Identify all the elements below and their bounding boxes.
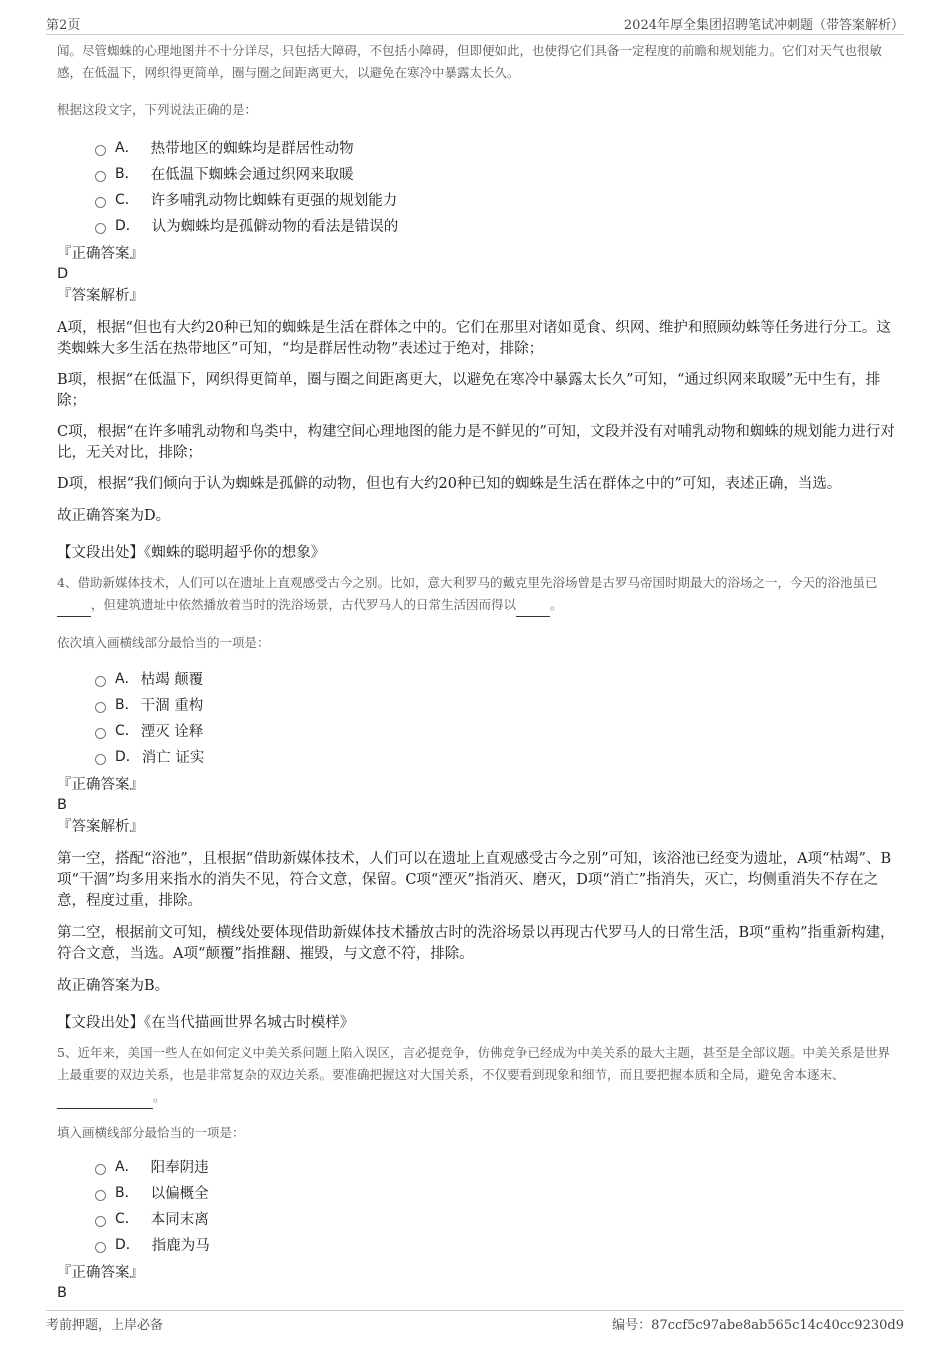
radio-icon[interactable] [95, 676, 106, 687]
radio-icon[interactable] [95, 1190, 106, 1201]
q4-passage: 4、借助新媒体技术，人们可以在遗址上直观感受古今之别。比如，意大利罗马的戴克里先浴场曾是古罗马帝国时期最大的浴场之一，今天的浴池虽已 ，但建筑遗址中依然播放着当时的洗浴场景，古代罗马人的日常生活因而得以 。 [57, 572, 897, 617]
q4-options [95, 665, 897, 769]
document-serial: 编号：87ccf5c97abe8ab565c14c40cc9230d9 [612, 1318, 904, 1333]
radio-icon[interactable] [95, 1164, 106, 1175]
q4-conclusion: 故正确答案为B。 [57, 978, 170, 994]
q4-option-d[interactable]: D． 消亡 证实 [95, 743, 897, 769]
q3-analysis-a: A项，根据“但也有大约20种已知的蜘蛛是生活在群体之中的。它们在那里对诸如觅食、织网、维护和照顾幼蛛等任务进行分工。这类蜘蛛大多生活在热带地区”可知，“均是群居性动物”表述过于绝对，排除； [57, 320, 891, 357]
q3-analysis-c: C项，根据“在许多哺乳动物和鸟类中，构建空间心理地图的能力是不鲜见的”可知，文段并没有对哺乳动物和蜘蛛的规划能力进行对比，无关对比，排除； [57, 424, 895, 461]
q5-prompt: 填入画横线部分最恰当的一项是： [57, 1125, 245, 1140]
q4-source: 【文段出处】《在当代描画世界名城古时模样》 [57, 1015, 355, 1031]
radio-icon[interactable] [95, 1216, 106, 1227]
q4-option-b[interactable]: B． 干涸 重构 [95, 691, 897, 717]
q3-answer-label: 『正确答案』 [57, 246, 144, 262]
radio-icon[interactable] [95, 1242, 106, 1253]
q5-answer: B [57, 1285, 67, 1301]
q3-analysis-label: 『答案解析』 [57, 288, 144, 304]
q5-option-b[interactable]: B． 以偏概全 [95, 1179, 897, 1205]
q4-blank-2[interactable] [516, 594, 550, 617]
q3-conclusion: 故正确答案为D。 [57, 508, 171, 524]
q4-analysis-2: 第二空，根据前文可知，横线处要体现借助新媒体技术播放古时的洗浴场景以再现古代罗马人的日常生活，B项“重构”指重新构建，符合文意，当选。A项“颠覆”指推翻、摧毁，与文意不符，排除。 [57, 925, 895, 962]
q4-option-a[interactable]: A． 枯竭 颠覆 [95, 665, 897, 691]
q5-option-a[interactable]: A． 阳奉阴违 [95, 1153, 897, 1179]
q4-analysis-label: 『答案解析』 [57, 819, 144, 835]
page-number: 第2页 [46, 18, 81, 33]
radio-icon[interactable] [95, 702, 106, 713]
q3-analysis-b: B项，根据“在低温下，网织得更简单，圈与圈之间距离更大，以避免在寒冷中暴露太长久”可知，“通过织网来取暖”无中生有，排除； [57, 372, 881, 409]
q3-option-a[interactable]: A． 热带地区的蜘蛛均是群居性动物 [95, 134, 897, 160]
q3-analysis-d: D项，根据“我们倾向于认为蜘蛛是孤僻的动物，但也有大约20种已知的蜘蛛是生活在群体之中的”可知，表述正确，当选。 [57, 476, 842, 492]
radio-icon[interactable] [95, 754, 106, 765]
footer-slogan: 考前押题，上岸必备 [46, 1318, 164, 1333]
q5-option-d[interactable]: D． 指鹿为马 [95, 1231, 897, 1257]
radio-icon[interactable] [95, 728, 106, 739]
q3-options [95, 134, 897, 238]
q3-option-d[interactable]: D． 认为蜘蛛均是孤僻动物的看法是错误的 [95, 212, 897, 238]
q5-options [95, 1153, 897, 1257]
q4-answer: B [57, 797, 67, 813]
footer-divider [46, 1310, 904, 1311]
page-content [57, 40, 897, 1303]
document-title: 2024年厚全集团招聘笔试冲刺题（带答案解析） [623, 18, 904, 33]
q4-blank-1[interactable] [57, 594, 91, 617]
q3-option-b[interactable]: B． 在低温下蜘蛛会通过织网来取暖 [95, 160, 897, 186]
q5-answer-label: 『正确答案』 [57, 1265, 144, 1281]
radio-icon[interactable] [95, 171, 106, 182]
q4-prompt: 依次填入画横线部分最恰当的一项是： [57, 635, 270, 650]
q4-analysis-1: 第一空，搭配“浴池”，且根据“借助新媒体技术，人们可以在遗址上直观感受古今之别”可知，该浴池已经变为遗址，A项“枯竭”、B项“干涸”均多用来指水的消失不见，符合文意，保留。C项“湮灭”指消灭、磨灭，D项“消亡”指消失，灭亡，均侧重消失不存在之意，程度过重，排除。 [57, 851, 892, 909]
q3-prompt: 根据这段文字，下列说法正确的是： [57, 102, 258, 117]
q3-passage: 闻。尽管蜘蛛的心理地图并不十分详尽，只包括大障碍，不包括小障碍，但即便如此，也使得它们具备一定程度的前瞻和规划能力。它们对天气也很敏感，在低温下，网织得更简单，圈与圈之间距离更大，以避免在寒冷中暴露太长久。 [57, 43, 883, 80]
page-footer [46, 1314, 904, 1334]
q4-option-c[interactable]: C． 湮灭 诠释 [95, 717, 897, 743]
header-divider [46, 34, 904, 35]
q4-answer-label: 『正确答案』 [57, 777, 144, 793]
q5-blank[interactable] [57, 1086, 153, 1109]
q3-source: 【文段出处】《蜘蛛的聪明超乎你的想象》 [57, 545, 326, 561]
q5-option-c[interactable]: C． 本同末离 [95, 1205, 897, 1231]
radio-icon[interactable] [95, 145, 106, 156]
q5-passage: 5、近年来，美国一些人在如何定义中美关系问题上陷入误区，言必提竞争，仿佛竞争已经成为中美关系的最大主题，甚至是全部议题。中美关系是世界上最重要的双边关系，也是非常复杂的双边关系。要准确把握这对大国关系，不仅要看到现象和细节，而且要把握本质和全局，避免舍本逐末、 。 [57, 1042, 897, 1109]
radio-icon[interactable] [95, 223, 106, 234]
q3-answer: D [57, 266, 69, 282]
q3-option-c[interactable]: C． 许多哺乳动物比蜘蛛有更强的规划能力 [95, 186, 897, 212]
radio-icon[interactable] [95, 197, 106, 208]
page-header [46, 14, 904, 34]
